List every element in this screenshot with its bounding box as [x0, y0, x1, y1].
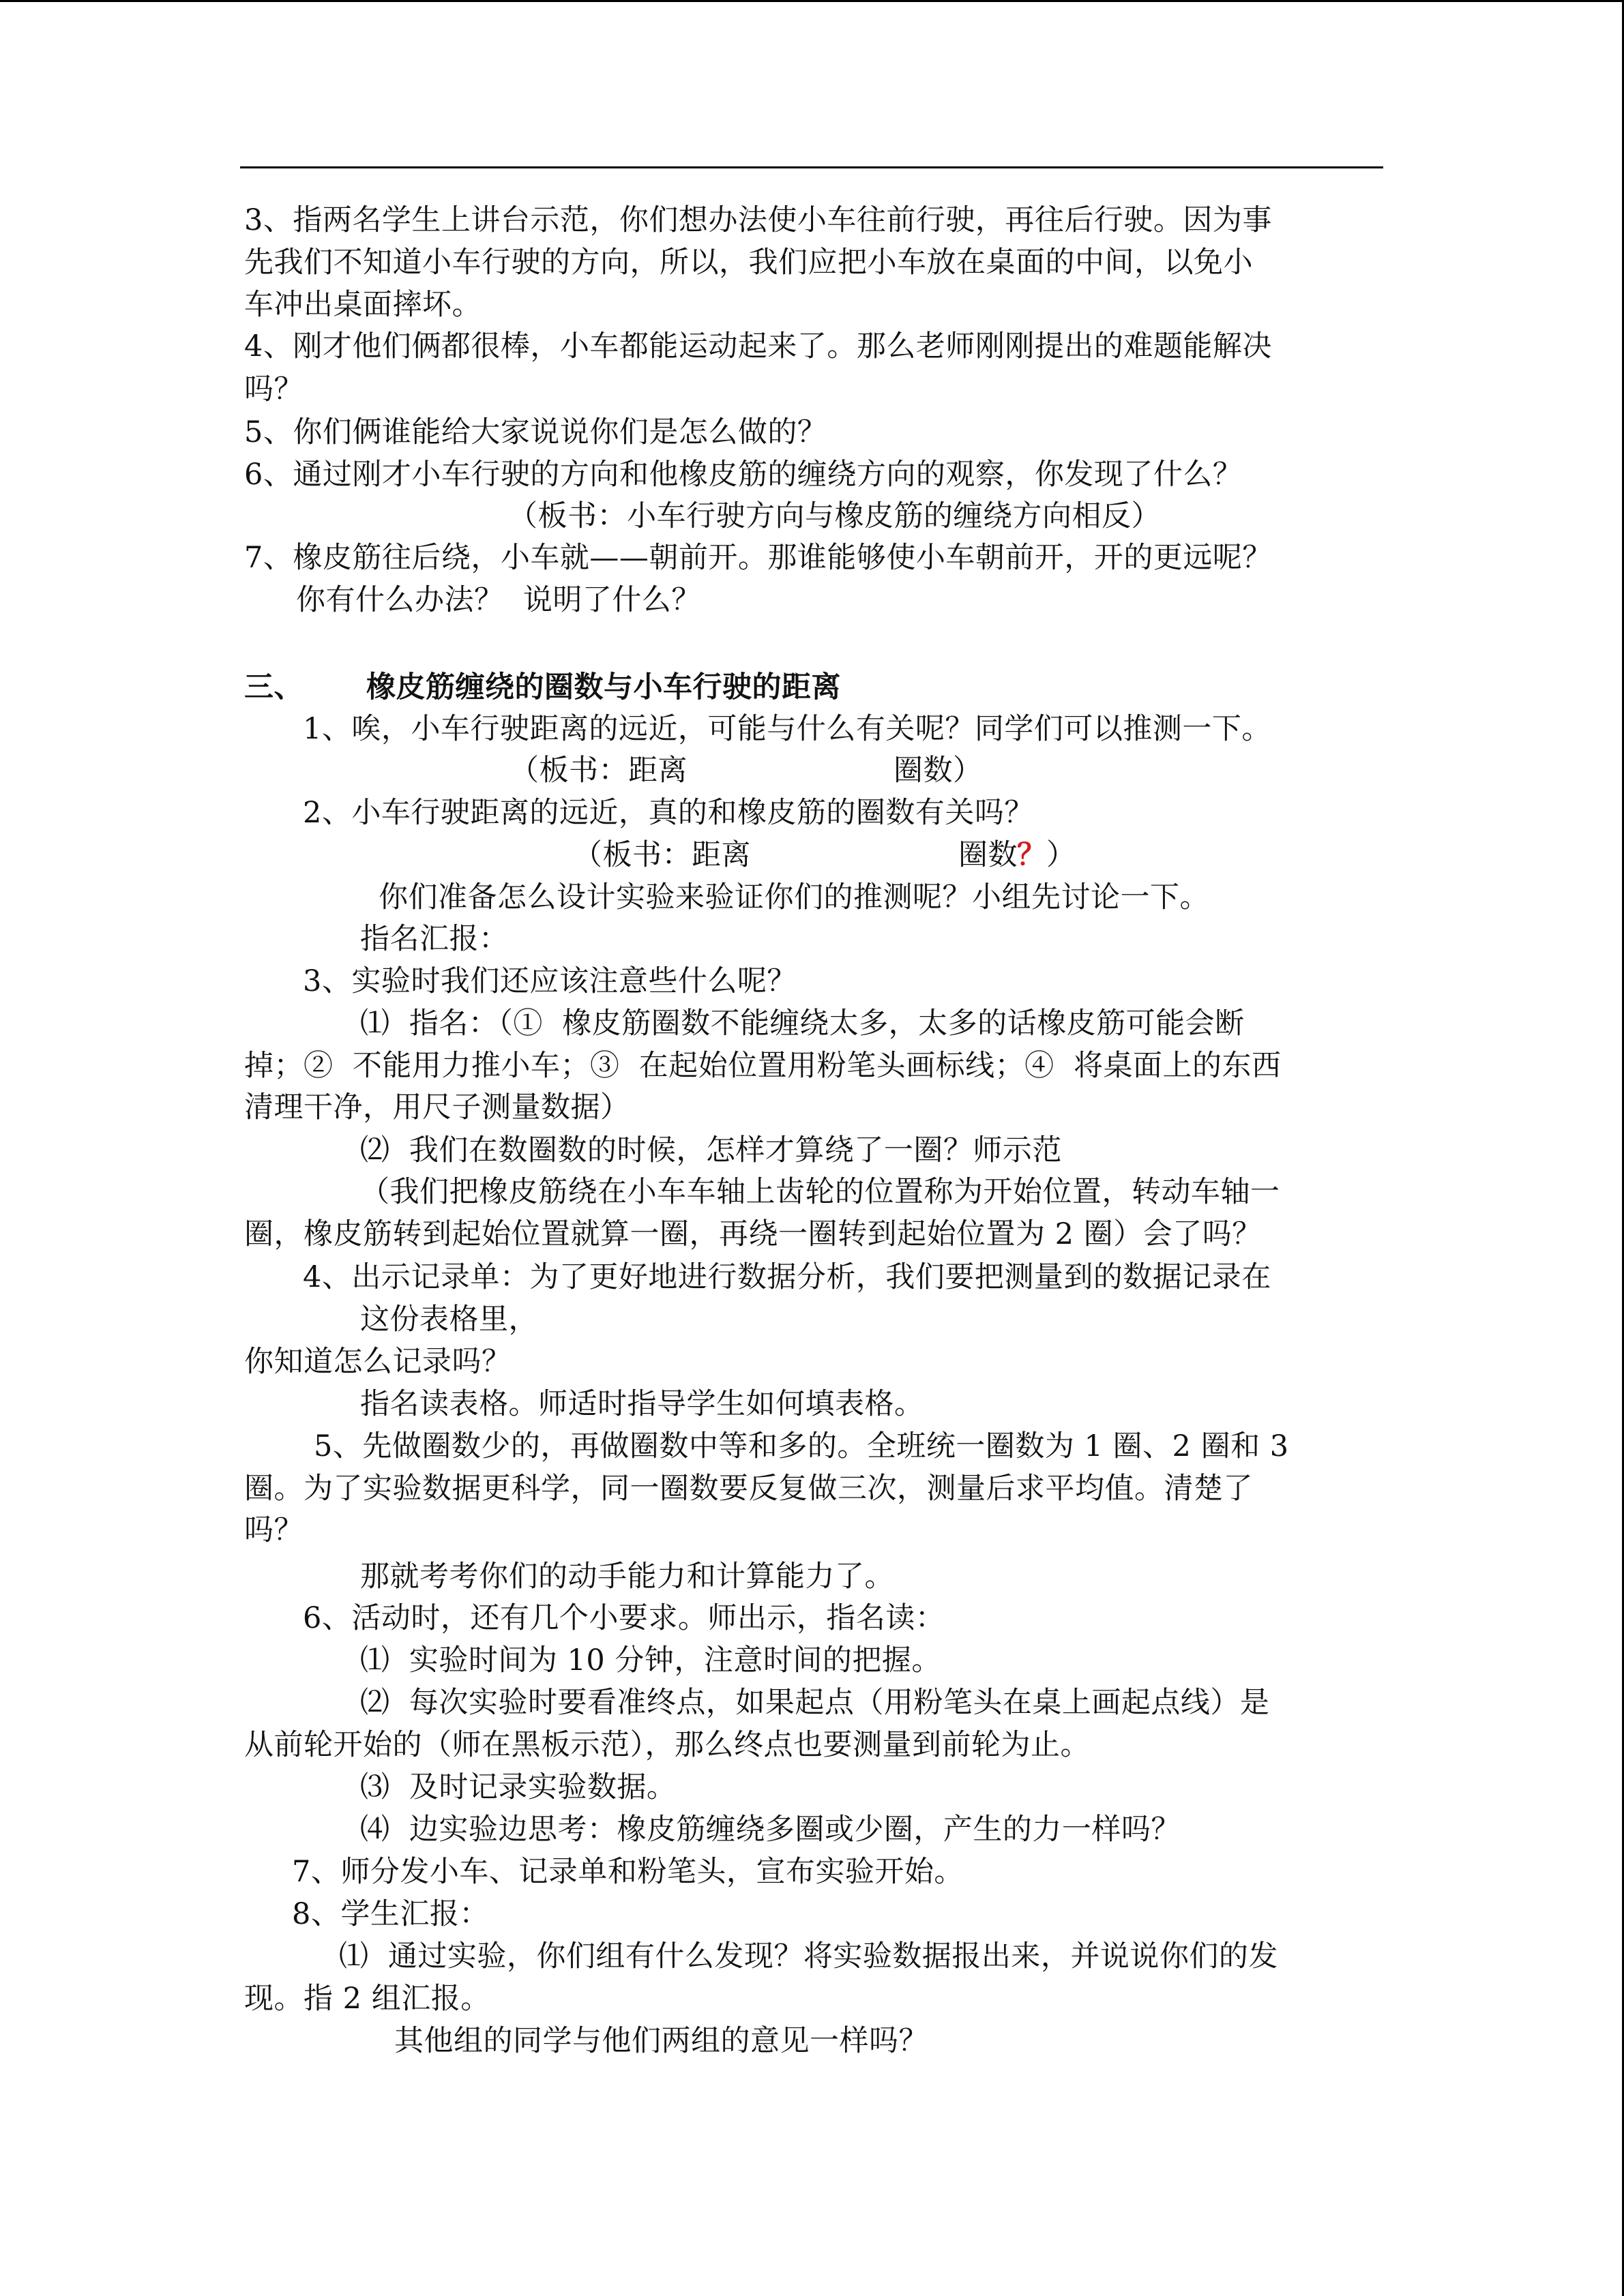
text-line: 5、你们俩谁能给大家说说你们是怎么做的？	[244, 415, 827, 449]
text-line: 6、通过刚才小车行驶的方向和他橡皮筋的缠绕方向的观察，你发现了什么？	[244, 458, 1243, 492]
text-line: 4、刚才他们俩都很棒，小车都能运动起来了。那么老师刚刚提出的难题能解决	[244, 329, 1272, 363]
text-line: 从前轮开始的（师在黑板示范），那么终点也要测量到前轮为止。	[244, 1728, 1090, 1762]
text-line: 吗？	[244, 372, 304, 406]
board-note: 圈数）	[894, 754, 983, 788]
board-note: （板书：小车行驶方向与橡皮筋的缠绕方向相反）	[508, 499, 1161, 533]
text-line: 你有什么办法？ 说明了什么？	[296, 583, 701, 617]
text-line: 5、先做圈数少的，再做圈数中等和多的。全班统一圈数为 1 圈、2 圈和 3	[314, 1429, 1289, 1463]
text-line: 车冲出桌面摔坏。	[244, 288, 482, 322]
board-note: 圈数	[958, 838, 1018, 872]
text-line: 你们准备怎么设计实验来验证你们的推测呢？小组先讨论一下。	[379, 880, 1209, 914]
text-line: 7、橡皮筋往后绕，小车就——朝前开。那谁能够使小车朝前开，开的更远呢？	[244, 541, 1272, 575]
text-line: ⑵ 我们在数圈数的时候，怎样才算绕了一圈？师示范	[360, 1133, 1062, 1167]
text-line: ⑷ 边实验边思考：橡皮筋缠绕多圈或少圈，产生的力一样吗？	[360, 1813, 1181, 1847]
text-line: 指名读表格。师适时指导学生如何填表格。	[360, 1387, 924, 1421]
text-line: 8、学生汇报：	[292, 1897, 489, 1931]
text-line: 先我们不知道小车行驶的方向，所以，我们应把小车放在桌面的中间，以免小	[244, 245, 1253, 280]
text-line: 2、小车行驶距离的远近，真的和橡皮筋的圈数有关吗？	[303, 796, 1034, 830]
text-line: 圈，橡皮筋转到起始位置就算一圈，再绕一圈转到起始位置为 2 圈）会了吗？	[244, 1217, 1262, 1251]
red-question-mark: ？	[1017, 838, 1047, 872]
text-line: ⑴ 通过实验，你们组有什么发现？将实验数据报出来，并说说你们的发	[339, 1939, 1278, 1973]
text-line: ⑵ 每次实验时要看准终点，如果起点（用粉笔头在桌上画起点线）是	[360, 1686, 1270, 1720]
text-line: 那就考考你们的动手能力和计算能力了。	[360, 1560, 894, 1594]
text-line: 现。指 2 组汇报。	[244, 1982, 490, 2016]
text-line: 1、唉，小车行驶距离的远近，可能与什么有关呢？同学们可以推测一下。	[303, 712, 1271, 746]
section-heading: 橡皮筋缠绕的圈数与小车行驶的距离	[366, 670, 841, 704]
text-line: 7、师分发小车、记录单和粉笔头，宣布实验开始。	[292, 1855, 964, 1889]
text-line: 这份表格里，	[360, 1302, 538, 1337]
text-line: 3、指两名学生上讲台示范，你们想办法使小车往前行驶，再往后行驶。因为事	[244, 203, 1272, 237]
text-line: 你知道怎么记录吗？	[244, 1345, 512, 1379]
text-line: ⑶ 及时记录实验数据。	[360, 1770, 677, 1804]
text-line: 4、出示记录单：为了更好地进行数据分析，我们要把测量到的数据记录在	[303, 1260, 1271, 1294]
board-note: ）	[1046, 838, 1076, 872]
text-line: （我们把橡皮筋绕在小车车轴上齿轮的位置称为开始位置，转动车轴一	[360, 1175, 1280, 1209]
text-line: 3、实验时我们还应该注意些什么呢？	[303, 964, 797, 998]
board-note: （板书：距离	[510, 754, 688, 788]
text-line: 6、活动时，还有几个小要求。师出示，指名读：	[303, 1601, 945, 1635]
text-line: 吗？	[244, 1513, 304, 1547]
text-line: ⑴ 指名：（① 橡皮筋圈数不能缠绕太多，太多的话橡皮筋可能会断	[360, 1007, 1245, 1041]
text-line: 其他组的同学与他们两组的意见一样吗？	[394, 2024, 928, 2058]
text-line: 清理干净，用尺子测量数据）	[244, 1090, 630, 1124]
text-line: 掉；② 不能用力推小车；③ 在起始位置用粉笔头画标线；④ 将桌面上的东西	[244, 1049, 1282, 1083]
section-number: 三、	[244, 670, 304, 704]
text-line: 指名汇报：	[360, 922, 509, 956]
text-line: ⑴ 实验时间为 10 分钟，注意时间的把握。	[360, 1643, 941, 1678]
text-line: 圈。为了实验数据更科学，同一圈数要反复做三次，测量后求平均值。清楚了	[244, 1472, 1253, 1506]
board-note: （板书：距离	[573, 838, 751, 872]
